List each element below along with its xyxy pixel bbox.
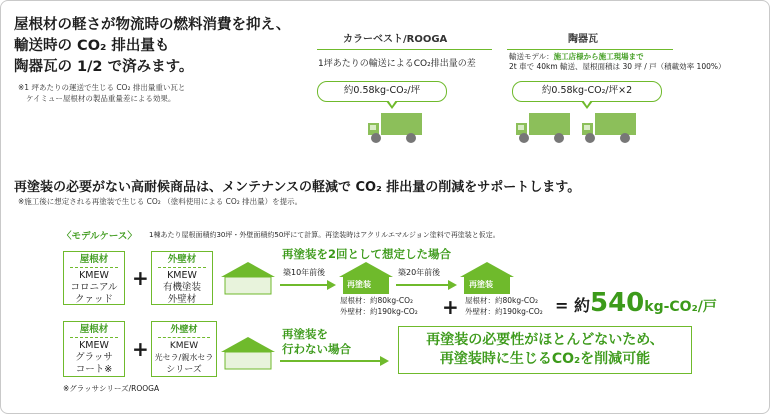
row1-roof-box xyxy=(63,251,125,305)
row2-wall-box xyxy=(151,321,217,377)
row2-result-line-2: 再塗装時に生じるCO₂を削減可能 xyxy=(439,351,651,367)
row1-scenario: 再塗装を2回として想定した場合 xyxy=(282,247,451,261)
truck-icon xyxy=(515,111,571,145)
colorbest-value-pill xyxy=(317,81,447,102)
row2-roof-box xyxy=(63,321,125,377)
row2-roof-line-2: グラッサ xyxy=(75,352,113,363)
repaint-label-2: 再塗装 xyxy=(469,280,493,289)
row2-wall-line-2: 光セラ/親水セラ xyxy=(154,353,214,362)
row1-roof-line-1: KMEW xyxy=(79,270,109,281)
colorbest-title: カラーベスト/ROOGA xyxy=(343,34,448,45)
row1-co2-1-line-1: 屋根材：約80kg-CO₂ xyxy=(340,296,414,305)
tile-pill-tail xyxy=(581,101,593,109)
tile-title: 陶器瓦 xyxy=(568,34,598,45)
headline-note-2: ケイミュー屋根材の製品重量差による効果。 xyxy=(26,94,176,103)
colorbest-caption: 1坪あたりの輸送によるCO₂排出量の差 xyxy=(318,59,476,69)
house-icon xyxy=(220,336,276,370)
model-case-note: 1棟あたり屋根面積約30坪・外壁面積約50坪にて計算。再塗装時はアクリルエマルジョン塗料で再塗装と仮定。 xyxy=(149,231,500,239)
row1-result-value: 540 xyxy=(589,288,645,318)
row2-roof-line-3: コート※ xyxy=(75,364,113,375)
truck-icon xyxy=(581,111,637,145)
row1-roof-line-3: クァッド xyxy=(74,294,113,305)
model-case-label: 〈モデルケース〉 xyxy=(62,231,137,242)
row1-arrowhead-1 xyxy=(327,280,336,290)
house-icon xyxy=(220,261,276,295)
headline-line-2: 輸送時の CO₂ 排出量も xyxy=(14,38,170,54)
row1-step2: 築20年前後 xyxy=(398,268,441,277)
colorbest-divider xyxy=(317,49,492,50)
footnote: ※グラッサシリーズ/ROOGA xyxy=(63,384,160,393)
row1-roof-title: 屋根材 xyxy=(70,254,118,268)
row1-result-prefix: = 約 xyxy=(555,296,590,315)
tile-value: 約0.58kg-CO₂/坪×2 xyxy=(541,85,633,96)
row1-step1: 築10年前後 xyxy=(283,268,326,277)
tile-note-prefix: 輸送モデル： xyxy=(509,52,554,61)
row1-co2-1-line-2: 外壁材：約190kg-CO₂ xyxy=(340,307,418,316)
row2-wall-line-1: KMEW xyxy=(169,341,199,351)
plus-sign: + xyxy=(442,295,459,319)
headline-line-3: 陶器瓦の 1/2 で済みます。 xyxy=(14,59,194,75)
row2-roof-title: 屋根材 xyxy=(70,324,118,338)
repaint-label-1: 再塗装 xyxy=(347,280,371,289)
row2-scenario-line-2: 行わない場合 xyxy=(282,342,351,356)
row2-scenario-line-1: 再塗装を xyxy=(282,327,328,341)
row2-result-box xyxy=(398,326,692,374)
truck-icon xyxy=(367,111,423,145)
headline-note-1: ※1 坪あたりの運送で生じる CO₂ 排出量重い瓦と xyxy=(18,83,186,92)
row1-co2-2-line-2: 外壁材：約190kg-CO₂ xyxy=(465,307,543,316)
plus-sign: + xyxy=(132,266,149,290)
row1-wall-box xyxy=(151,251,213,305)
colorbest-pill-tail xyxy=(386,101,398,109)
tile-note-line-2: 2t 車で 40km 輸送、屋根面積は 30 坪 / 戸（積載効率 100%） xyxy=(509,62,726,71)
middle-note: ※施工後に想定される再塗装で生じる CO₂ （塗料使用による CO₂ 排出量）を提示。 xyxy=(18,197,303,206)
row2-wall-title: 外壁材 xyxy=(158,324,210,338)
tile-divider xyxy=(507,49,673,50)
row1-result xyxy=(555,288,717,322)
row2-result-line-1: 再塗装の必要性がほとんどないため、 xyxy=(426,332,664,348)
row1-result-unit: kg-CO₂/戸 xyxy=(644,299,717,315)
colorbest-value: 約0.58kg-CO₂/坪 xyxy=(343,85,421,96)
row1-arrow-1 xyxy=(280,284,327,286)
row1-wall-line-1: KMEW xyxy=(167,270,197,281)
row2-arrow xyxy=(280,360,380,362)
row1-arrow-2 xyxy=(396,284,448,286)
row2-wall-line-3: シリーズ xyxy=(166,365,202,375)
plus-sign: + xyxy=(132,337,149,361)
row1-co2-2-line-1: 屋根材：約80kg-CO₂ xyxy=(465,296,539,305)
row1-wall-line-2: 有機塗装 xyxy=(162,282,201,293)
row2-arrowhead xyxy=(380,356,389,366)
tile-value-pill xyxy=(512,81,662,102)
headline-line-1: 屋根材の軽さが物流時の燃料消費を抑え、 xyxy=(14,17,291,33)
row1-wall-line-3: 外壁材 xyxy=(167,294,197,305)
tile-note-line-1 xyxy=(509,52,644,62)
row1-wall-title: 外壁材 xyxy=(158,254,206,268)
row1-arrowhead-2 xyxy=(448,280,457,290)
middle-headline: 再塗装の必要がない高耐候商品は、メンテナンスの軽減で CO₂ 排出量の削減をサポートします。 xyxy=(14,180,581,195)
row2-roof-line-1: KMEW xyxy=(79,340,109,351)
tile-note-highlight: 施工店様から施工現場まで xyxy=(553,52,644,61)
row1-roof-line-2: コロニアル xyxy=(70,282,118,293)
